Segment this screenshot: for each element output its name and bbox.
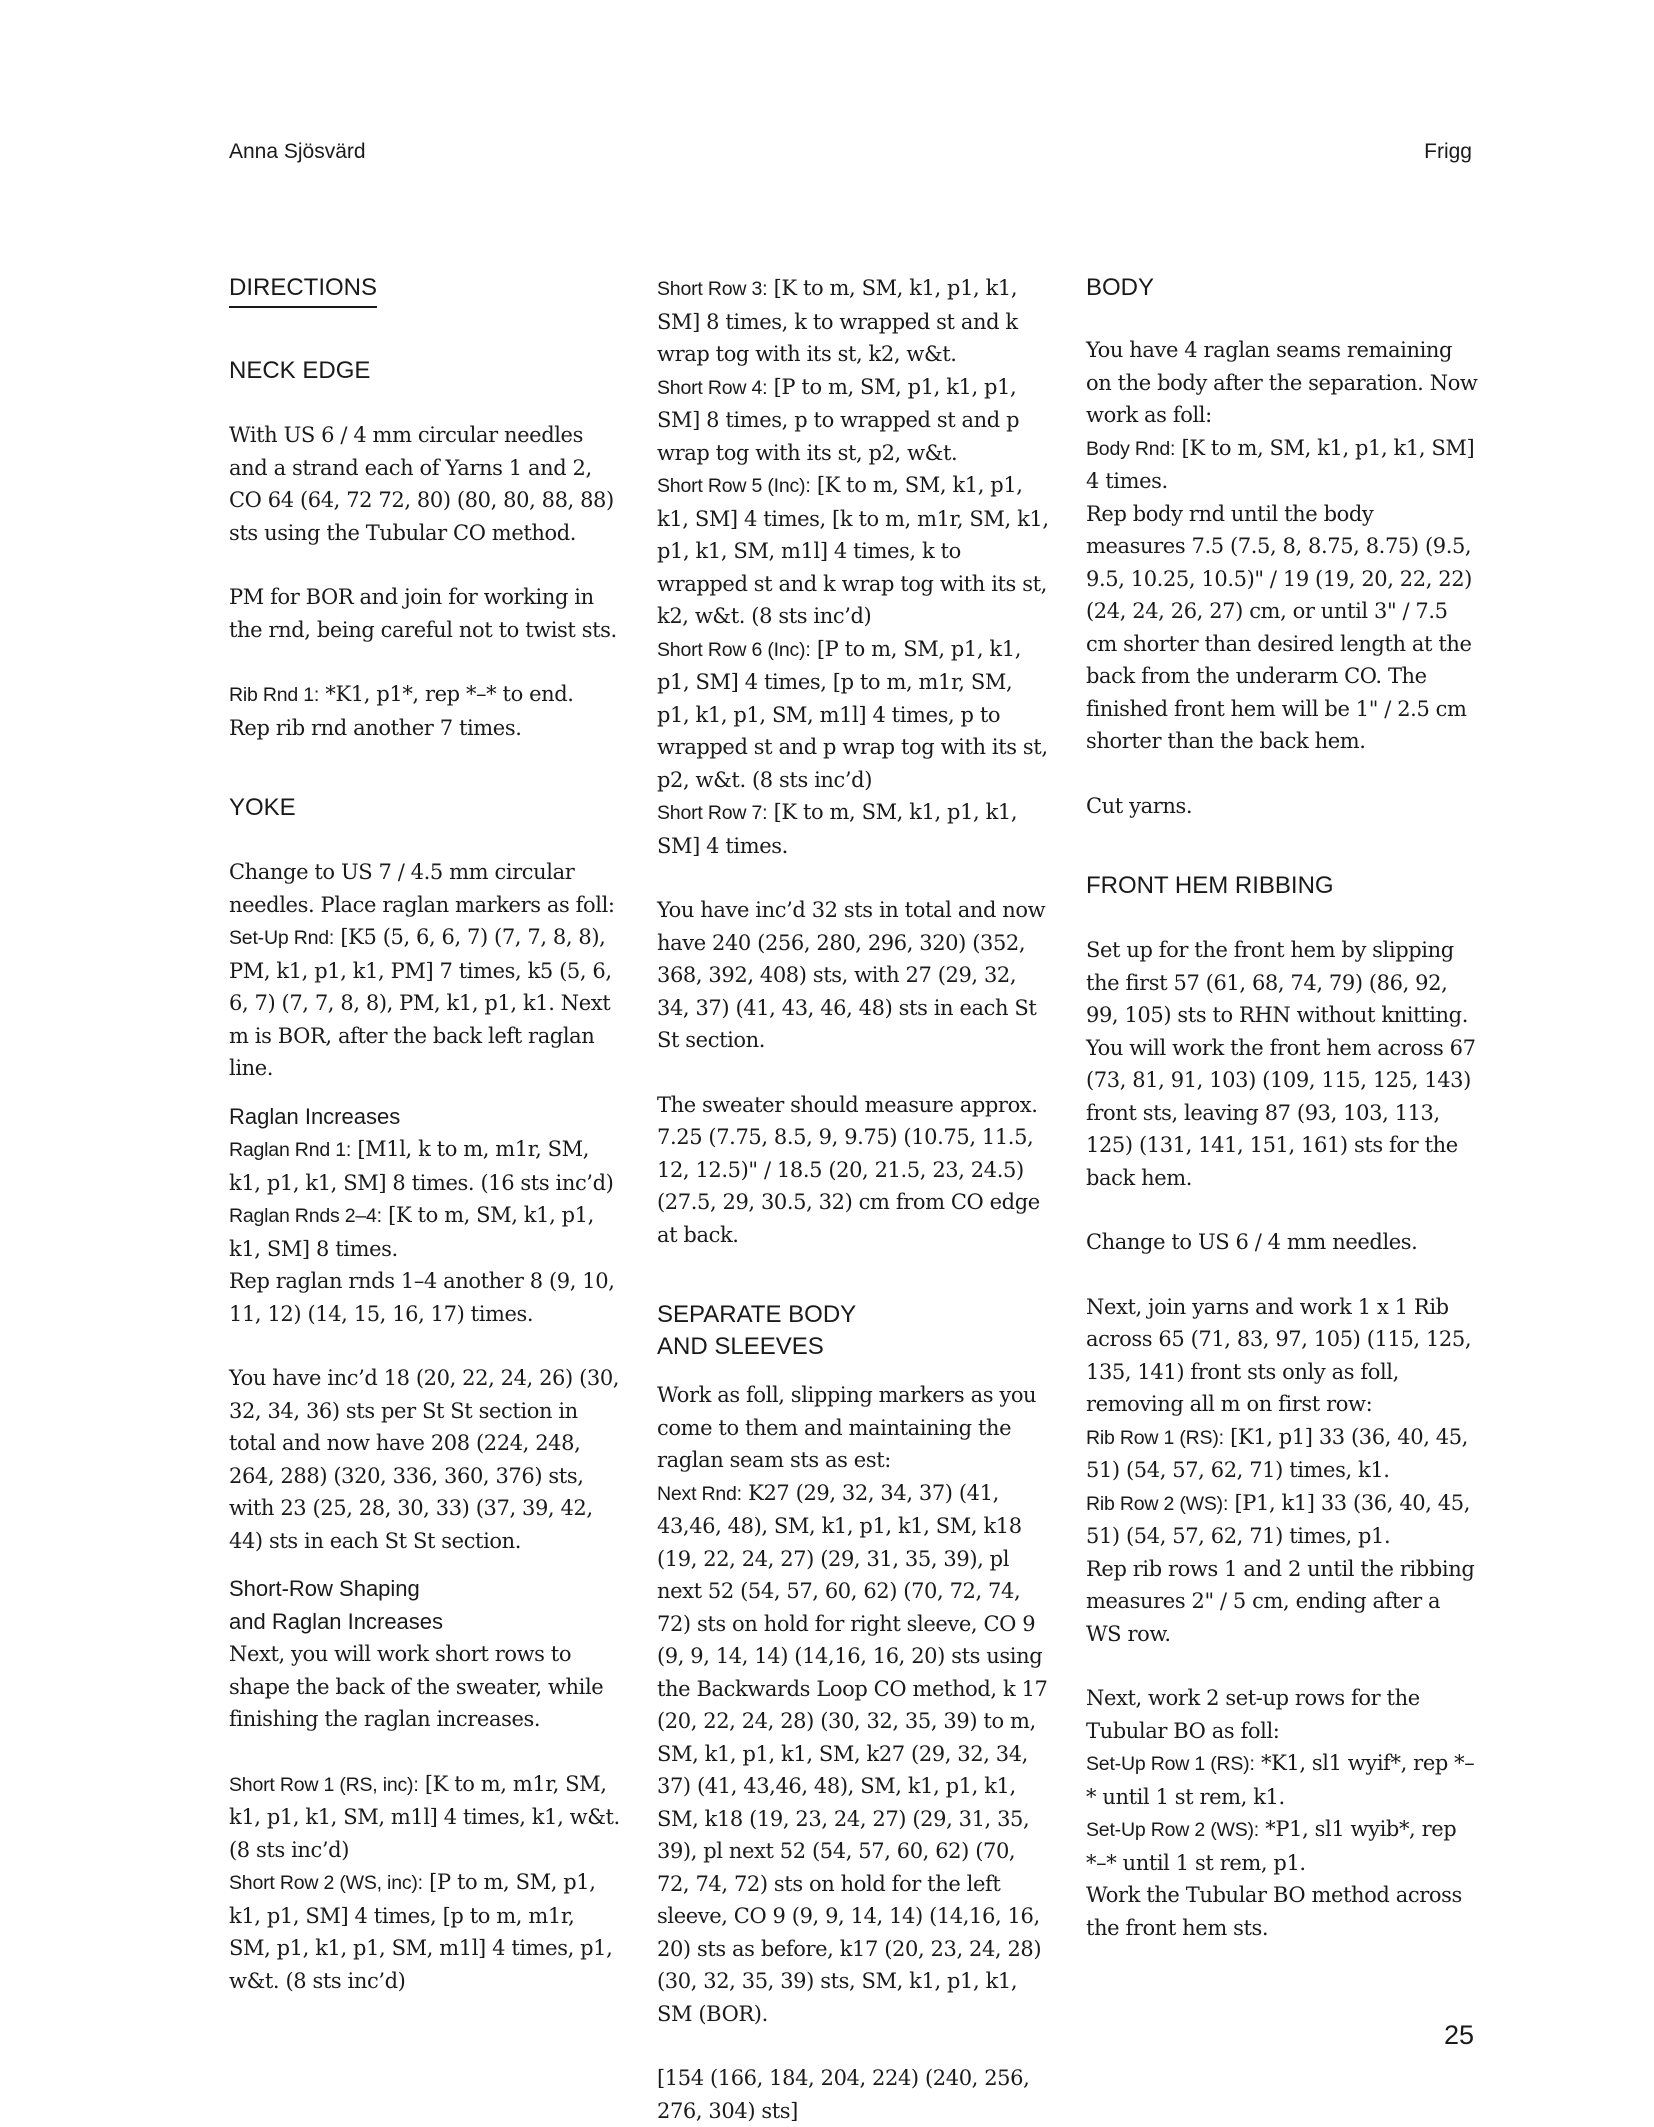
short-row-5-text: [K to m, SM, k1, p1, k1, SM] 4 times, [k to m, m1r, SM, k1, p1, k1, SM, m1l] 4 times, k to wrapped st and k wrap tog with its st, k2, w&t. (8 sts inc’d) bbox=[657, 473, 1049, 628]
set-up-rnd-text: [K5 (5, 6, 6, 7) (7, 7, 8, 8), PM, k1, p1, k1, PM] 7 times, k5 (5, 6, 6, 7) (7, 7, 8, 8), PM, k1, p1, k1. Next m is BOR, after the back left raglan line. bbox=[229, 925, 612, 1080]
raglan-repeat: Rep raglan rnds 1–4 another 8 (9, 10, 11, 12) (14, 15, 16, 17) times. bbox=[229, 1269, 615, 1326]
raglan-rnds-2-4-label: Raglan Rnds 2–4: bbox=[229, 1205, 382, 1227]
body-repeat: Rep body rnd until the body measures 7.5 (7.5, 8, 8.75, 8.75) (9.5, 9.5, 10.25, 10.5)" / 19 (19, 20, 22, 22) (24, 24, 26, 27) cm, or until 3" / 7.5 cm shorter than desired length at the back from the underarm CO. The finished front hem will be 1" / 2.5 cm shorter than the back hem. bbox=[1086, 501, 1472, 753]
short-row-1-text: [K to m, m1r, SM, k1, p1, k1, SM, m1l] 4 times, k1, w&t. (8 sts inc’d) bbox=[229, 1771, 620, 1862]
rib-row-2-label: Rib Row 2 (WS): bbox=[1086, 1492, 1229, 1515]
raglan-rnd-1 bbox=[229, 1133, 621, 1199]
short-row-4-text: [P to m, SM, p1, k1, p1, SM] 8 times, p to wrapped st and p wrap tog with its st, p2, w&t. bbox=[657, 374, 1020, 465]
set-up-row-2-text: *P1, sl1 wyib*, rep *–* until 1 st rem, p1. bbox=[1086, 1817, 1457, 1875]
rib-rnd-1 bbox=[229, 678, 621, 712]
cut-yarns: Cut yarns. bbox=[1086, 793, 1193, 818]
neck-edge-heading: NECK EDGE bbox=[229, 357, 371, 384]
rib-row-2-text: [P1, k1] 33 (36, 40, 45, 51) (54, 57, 62, 71) times, p1. bbox=[1086, 1490, 1470, 1548]
set-up-row-1-label: Set-Up Row 1 (RS): bbox=[1086, 1753, 1255, 1775]
next-rnd-label: Next Rnd: bbox=[657, 1482, 742, 1505]
separate-heading-line-1: SEPARATE BODY bbox=[657, 1301, 857, 1328]
pattern-name: Frigg bbox=[1424, 140, 1472, 163]
body-heading: BODY bbox=[1086, 274, 1155, 301]
raglan-rnd-1-text: [M1l, k to m, m1r, SM, k1, p1, k1, SM] 8 times. (16 sts inc’d) bbox=[229, 1137, 614, 1195]
set-up-row-1-text: *K1, sl1 wyif*, rep *–* until 1 st rem, k1. bbox=[1086, 1751, 1475, 1809]
rib-row-2 bbox=[1086, 1487, 1478, 1553]
rib-repeat: Rep rib rnd another 7 times. bbox=[229, 715, 522, 740]
rib-rows-repeat: Rep rib rows 1 and 2 until the ribbing measures 2" / 5 cm, ending after a WS row. bbox=[1086, 1556, 1475, 1646]
separate-heading-line-2: AND SLEEVES bbox=[657, 1333, 824, 1360]
short-row-7 bbox=[657, 796, 1049, 862]
inc-total-paragraph: You have inc’d 18 (20, 22, 24, 26) (30, 32, 34, 36) sts per St St section in total and now have 208 (224, 248, 264, 288) (320, 336, 360, 376) sts, with 23 (25, 28, 30, 33) (37, 39, 42, 44) sts in each St St section. bbox=[229, 1366, 620, 1553]
raglan-rnds-2-4-text: [K to m, SM, k1, p1, k1, SM] 8 times. bbox=[229, 1203, 594, 1261]
body-rnd bbox=[1086, 432, 1478, 498]
directions-heading: DIRECTIONS bbox=[229, 272, 377, 308]
short-row-4-label: Short Row 4: bbox=[657, 376, 768, 399]
short-row-6-label: Short Row 6 (Inc): bbox=[657, 638, 811, 661]
short-row-6-text: [P to m, SM, p1, k1, p1, SM] 4 times, [p to m, m1r, SM, p1, k1, p1, SM, m1l] 4 times, p to wrapped st and p wrap tog with its st, p2, w&t. (8 sts inc’d) bbox=[657, 636, 1048, 792]
tubular-bo-intro: Next, work 2 set-up rows for the Tubular BO as foll: bbox=[1086, 1686, 1420, 1743]
set-up-row-2-label: Set-Up Row 2 (WS): bbox=[1086, 1819, 1260, 1841]
set-up-row-2 bbox=[1086, 1813, 1478, 1879]
running-header bbox=[229, 140, 1472, 170]
body-rnd-text: [K to m, SM, k1, p1, k1, SM] 4 times. bbox=[1086, 435, 1475, 493]
short-row-heading-line-1: Short-Row Shaping bbox=[229, 1576, 420, 1601]
rib-row-1 bbox=[1086, 1421, 1478, 1487]
short-row-2 bbox=[229, 1866, 621, 1997]
body-rnd-label: Body Rnd: bbox=[1086, 437, 1176, 460]
short-row-7-label: Short Row 7: bbox=[657, 802, 768, 824]
page-number: 25 bbox=[1444, 2020, 1475, 2050]
rib-row-1-text: [K1, p1] 33 (36, 40, 45, 51) (54, 57, 62, 71) times, k1. bbox=[1086, 1424, 1468, 1482]
body-intro: You have 4 raglan seams remaining on the body after the separation. Now work as foll: bbox=[1086, 338, 1478, 427]
yoke-paragraph: Change to US 7 / 4.5 mm circular needles. Place raglan markers as foll: bbox=[229, 860, 615, 917]
join-rib: Next, join yarns and work 1 x 1 Rib across 65 (71, 83, 97, 105) (115, 125, 135, 141) front sts only as foll, removing all m on first row: bbox=[1086, 1294, 1472, 1416]
short-row-3-text: [K to m, SM, k1, p1, k1, SM] 8 times, k to wrapped st and k wrap tog with its st, k2, w&t. bbox=[657, 276, 1018, 366]
front-hem-heading: FRONT HEM RIBBING bbox=[1086, 872, 1334, 899]
column-2 bbox=[657, 272, 1049, 2127]
short-row-2-label: Short Row 2 (WS, inc): bbox=[229, 1872, 423, 1894]
column-3 bbox=[1086, 272, 1478, 1944]
short-row-1-label: Short Row 1 (RS, inc): bbox=[229, 1773, 419, 1796]
short-row-4 bbox=[657, 371, 1049, 470]
short-row-1 bbox=[229, 1768, 621, 1867]
rib-rnd-1-label: Rib Rnd 1: bbox=[229, 684, 320, 706]
raglan-rnd-1-label: Raglan Rnd 1: bbox=[229, 1139, 352, 1161]
short-row-5 bbox=[657, 469, 1049, 633]
short-row-3-label: Short Row 3: bbox=[657, 278, 768, 300]
tubular-bo: Work the Tubular BO method across the front hem sts. bbox=[1086, 1883, 1462, 1940]
separate-intro: Work as foll, slipping markers as you come to them and maintaining the raglan seam sts as est: bbox=[657, 1383, 1037, 1472]
short-row-heading-line-2: and Raglan Increases bbox=[229, 1608, 444, 1634]
rib-rnd-1-text: *K1, p1*, rep *–* to end. bbox=[319, 682, 574, 706]
measure-paragraph: The sweater should measure approx. 7.25 (7.75, 8.5, 9, 9.75) (10.75, 11.5, 12, 12.5)" / 18.5 (20, 21.5, 23, 24.5) (27.5, 29, 30.5, 32) cm from CO edge at back. bbox=[657, 1092, 1040, 1247]
stitch-count: [154 (166, 184, 204, 224) (240, 256, 276, 304) sts] bbox=[657, 2066, 1030, 2123]
short-row-intro: Next, you will work short rows to shape the back of the sweater, while finishing the raglan increases. bbox=[229, 1642, 604, 1731]
set-up-rnd bbox=[229, 921, 621, 1085]
column-1 bbox=[229, 272, 621, 1997]
short-row-3 bbox=[657, 272, 1049, 371]
raglan-increases-heading: Raglan Increases bbox=[229, 1103, 401, 1129]
pm-bor-paragraph: PM for BOR and join for working in the rnd, being careful not to twist sts. bbox=[229, 585, 617, 642]
short-row-7-text: [K to m, SM, k1, p1, k1, SM] 4 times. bbox=[657, 800, 1018, 858]
raglan-rnds-2-4 bbox=[229, 1199, 621, 1265]
short-row-6 bbox=[657, 633, 1049, 797]
inc-32-paragraph: You have inc’d 32 sts in total and now have 240 (256, 280, 296, 320) (352, 368, 392, 408) sts, with 27 (29, 32, 34, 37) (41, 43, 46, 48) sts in each St St section. bbox=[657, 898, 1046, 1052]
yoke-heading: YOKE bbox=[229, 794, 296, 821]
next-rnd bbox=[657, 1477, 1049, 2031]
set-up-rnd-label: Set-Up Rnd: bbox=[229, 927, 335, 949]
author-name: Anna Sjösvärd bbox=[229, 140, 366, 163]
neck-edge-paragraph: With US 6 / 4 mm circular needles and a strand each of Yarns 1 and 2, CO 64 (64, 72 72, 80) (80, 80, 88, 88) sts using the Tubular CO method. bbox=[229, 423, 614, 545]
short-row-5-label: Short Row 5 (Inc): bbox=[657, 475, 811, 497]
next-rnd-text: K27 (29, 32, 34, 37) (41, 43,46, 48), SM, k1, p1, k1, SM, k18 (19, 22, 24, 27) (29, 31, 35, 39), pl next 52 (54, 57, 60, 62) (70, 72, 74, 72) sts on hold for right sleeve, CO 9 (9, 9, 14, 14) (14,16, 16, 20) sts using the Backwards Loop CO method, k 17 (20, 22, 24, 28) (30, 32, 35, 39) to m, SM, k1, p1, k1, SM, k27 (29, 32, 34, 37) (41, 43,46, 48), SM, k1, p1, k1, SM, k18 (19, 23, 24, 27) (29, 31, 35, 39), pl next 52 (54, 57, 60, 62) (70, 72, 74, 72) sts on hold for the left sleeve, CO 9 (9, 9, 14, 14) (14,16, 16, 20) sts as before, k17 (20, 23, 24, 28) (30, 32, 35, 39) sts, SM, k1, p1, k1, SM (BOR). bbox=[657, 1480, 1048, 2026]
rib-row-1-label: Rib Row 1 (RS): bbox=[1086, 1426, 1224, 1449]
set-up-row-1 bbox=[1086, 1747, 1478, 1813]
change-needles: Change to US 6 / 4 mm needles. bbox=[1086, 1230, 1418, 1254]
front-hem-setup: Set up for the front hem by slipping the first 57 (61, 68, 74, 79) (86, 92, 99, 105) sts to RHN without knitting. You will work the front hem across 67 (73, 81, 91, 103) (109, 115, 125, 143) front sts, leaving 87 (93, 103, 113, 125) (131, 141, 151, 161) sts for the back hem. bbox=[1086, 938, 1476, 1190]
short-row-2-text: [P to m, SM, p1, k1, p1, SM] 4 times, [p to m, m1r, SM, p1, k1, p1, SM, m1l] 4 times, p1, w&t. (8 sts inc’d) bbox=[229, 1870, 613, 1993]
